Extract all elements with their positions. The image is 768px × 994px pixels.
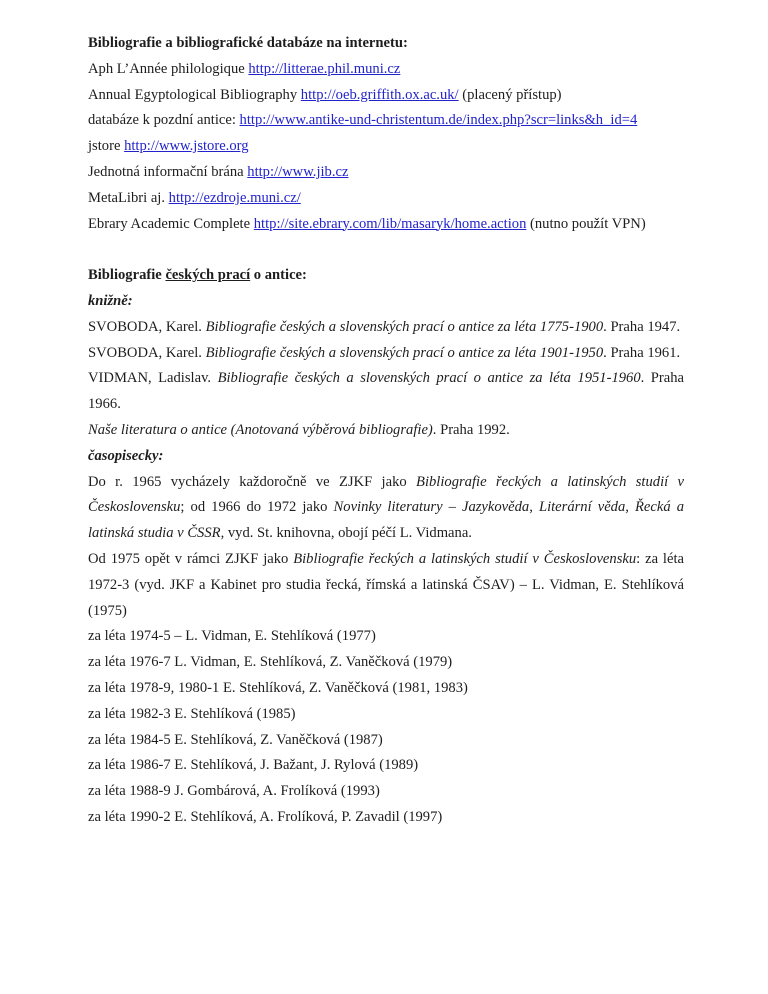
text-segment: . Praha 1961.: [603, 344, 681, 361]
paragraph-para-do-1965: [88, 470, 684, 547]
text-segment: českých prací: [165, 267, 251, 284]
paragraph-entry-nase-literatura: [88, 418, 684, 444]
text-segment: Od 1975 opět v rámci ZJKF jako: [88, 550, 294, 567]
paragraph-label-casopisecky: [88, 444, 684, 470]
paragraph-entry-jib: [88, 160, 684, 186]
text-segment: Bibliografie českých a slovenských prací o antice za léta 1775-1900: [205, 318, 604, 335]
text-segment: VIDMAN, Ladislav.: [88, 370, 218, 387]
text-segment: ; od 1966 do 1972 jako: [180, 499, 334, 516]
hyperlink[interactable]: http://ezdroje.muni.cz/: [168, 189, 301, 206]
text-segment: SVOBODA, Karel.: [88, 344, 206, 361]
paragraph-entry-aph: [88, 57, 684, 83]
text-segment: Do r. 1965 vycházely každoročně ve ZJKF jako: [88, 473, 417, 490]
hyperlink[interactable]: http://www.jib.cz: [247, 163, 349, 180]
text-segment: jstore: [88, 138, 125, 155]
text-segment: za léta 1988-9 J. Gombárová, A. Frolíková (1993): [88, 783, 380, 800]
paragraph-entry-za-leta-1990-2: [88, 805, 684, 831]
hyperlink[interactable]: http://oeb.griffith.ox.ac.uk/: [300, 86, 459, 103]
text-segment: Bibliografie: [88, 267, 166, 284]
text-segment: za léta 1990-2 E. Stehlíková, A. Frolíková, P. Zavadil (1997): [88, 808, 443, 825]
text-segment: Jednotná informační brána: [88, 163, 248, 180]
hyperlink[interactable]: http://litterae.phil.muni.cz: [248, 60, 401, 77]
hyperlink[interactable]: http://site.ebrary.com/lib/masaryk/home.action: [253, 215, 527, 232]
text-segment: časopisecky:: [88, 447, 164, 464]
text-segment: SVOBODA, Karel.: [88, 318, 206, 335]
paragraph-entry-metalibri: [88, 186, 684, 212]
text-segment: (placený přístup): [458, 86, 562, 103]
hyperlink[interactable]: http://www.antike-und-christentum.de/index.php?scr=links&h_id=4: [239, 112, 638, 129]
text-segment: Bibliografie českých a slovenských prací o antice za léta 1901-1950: [205, 344, 604, 361]
paragraph-para-od-1975: [88, 547, 684, 624]
text-segment: . Praha 1947.: [603, 318, 681, 335]
text-segment: databáze k pozdní antice:: [88, 112, 240, 129]
paragraph-entry-za-leta-1976-7: [88, 650, 684, 676]
paragraph-entry-za-leta-1986-7: [88, 753, 684, 779]
text-segment: MetaLibri aj.: [88, 189, 169, 206]
text-segment: Ebrary Academic Complete: [88, 215, 254, 232]
paragraph-entry-svoboda-1901-1950: [88, 341, 684, 367]
text-segment: za léta 1982-3 E. Stehlíková (1985): [88, 705, 296, 722]
paragraph-heading-internet-databases: [88, 31, 684, 57]
paragraph-entry-svoboda-1775-1900: [88, 315, 684, 341]
paragraph-entry-za-leta-1984-5: [88, 728, 684, 754]
text-segment: Bibliografie řeckých a latinských studií v Československu: [88, 473, 685, 516]
text-segment: Aph L’Année philologique: [88, 60, 249, 77]
paragraph-entry-za-leta-1978-9: [88, 676, 684, 702]
text-segment: Naše literatura o antice (Anotovaná výběrová bibliografie): [88, 421, 433, 438]
text-segment: za léta 1984-5 E. Stehlíková, Z. Vaněčková (1987): [88, 731, 383, 748]
hyperlink[interactable]: http://www.jstore.org: [124, 138, 249, 155]
paragraph-entry-vidman-1951-1960: [88, 366, 684, 418]
paragraph-entry-annual-egyptological: [88, 83, 684, 109]
paragraph-heading-czech-works: [88, 263, 684, 289]
paragraph-label-knizne: [88, 289, 684, 315]
text-segment: . Praha 1966.: [88, 370, 684, 413]
text-segment: za léta 1986-7 E. Stehlíková, J. Bažant, J. Rylová (1989): [88, 757, 419, 774]
paragraph-entry-late-antiquity-database: [88, 108, 684, 134]
paragraph-spacer-blank-line: [88, 237, 684, 263]
paragraph-entry-za-leta-1974-5: [88, 624, 684, 650]
text-segment: o antice:: [250, 267, 307, 284]
text-segment: , vyd. St. knihovna, obojí péčí L. Vidmana.: [220, 525, 472, 542]
text-segment: Bibliografie a bibliografické databáze na internetu:: [88, 35, 408, 51]
text-segment: za léta 1974-5 – L. Vidman, E. Stehlíková (1977): [88, 628, 376, 645]
text-segment: : za léta 1972-3 (vyd. JKF a Kabinet pro studia řecká, římská a latinská ČSAV) – L. Vidman, E. Stehlíková (1975): [88, 550, 684, 619]
document-body: [88, 31, 684, 831]
paragraph-entry-ebrary: [88, 212, 684, 238]
text-segment: knižně:: [88, 292, 133, 309]
paragraph-entry-za-leta-1988-9: [88, 779, 684, 805]
text-segment: Novinky literatury – Jazykověda, Literární věda, Řecká a latinská studia v ČSSR: [88, 499, 684, 542]
text-segment: Bibliografie českých a slovenských prací o antice za léta 1951-1960: [217, 370, 641, 387]
text-segment: Bibliografie řeckých a latinských studií v Československu: [293, 550, 637, 567]
text-segment: . Praha 1992.: [432, 421, 510, 438]
paragraph-entry-za-leta-1982-3: [88, 702, 684, 728]
text-segment: (nutno použít VPN): [526, 215, 646, 232]
text-segment: Annual Egyptological Bibliography: [88, 86, 301, 103]
text-segment: za léta 1978-9, 1980-1 E. Stehlíková, Z. Vaněčková (1981, 1983): [88, 679, 468, 696]
paragraph-entry-jstore: [88, 134, 684, 160]
text-segment: za léta 1976-7 L. Vidman, E. Stehlíková, Z. Vaněčková (1979): [88, 654, 453, 671]
